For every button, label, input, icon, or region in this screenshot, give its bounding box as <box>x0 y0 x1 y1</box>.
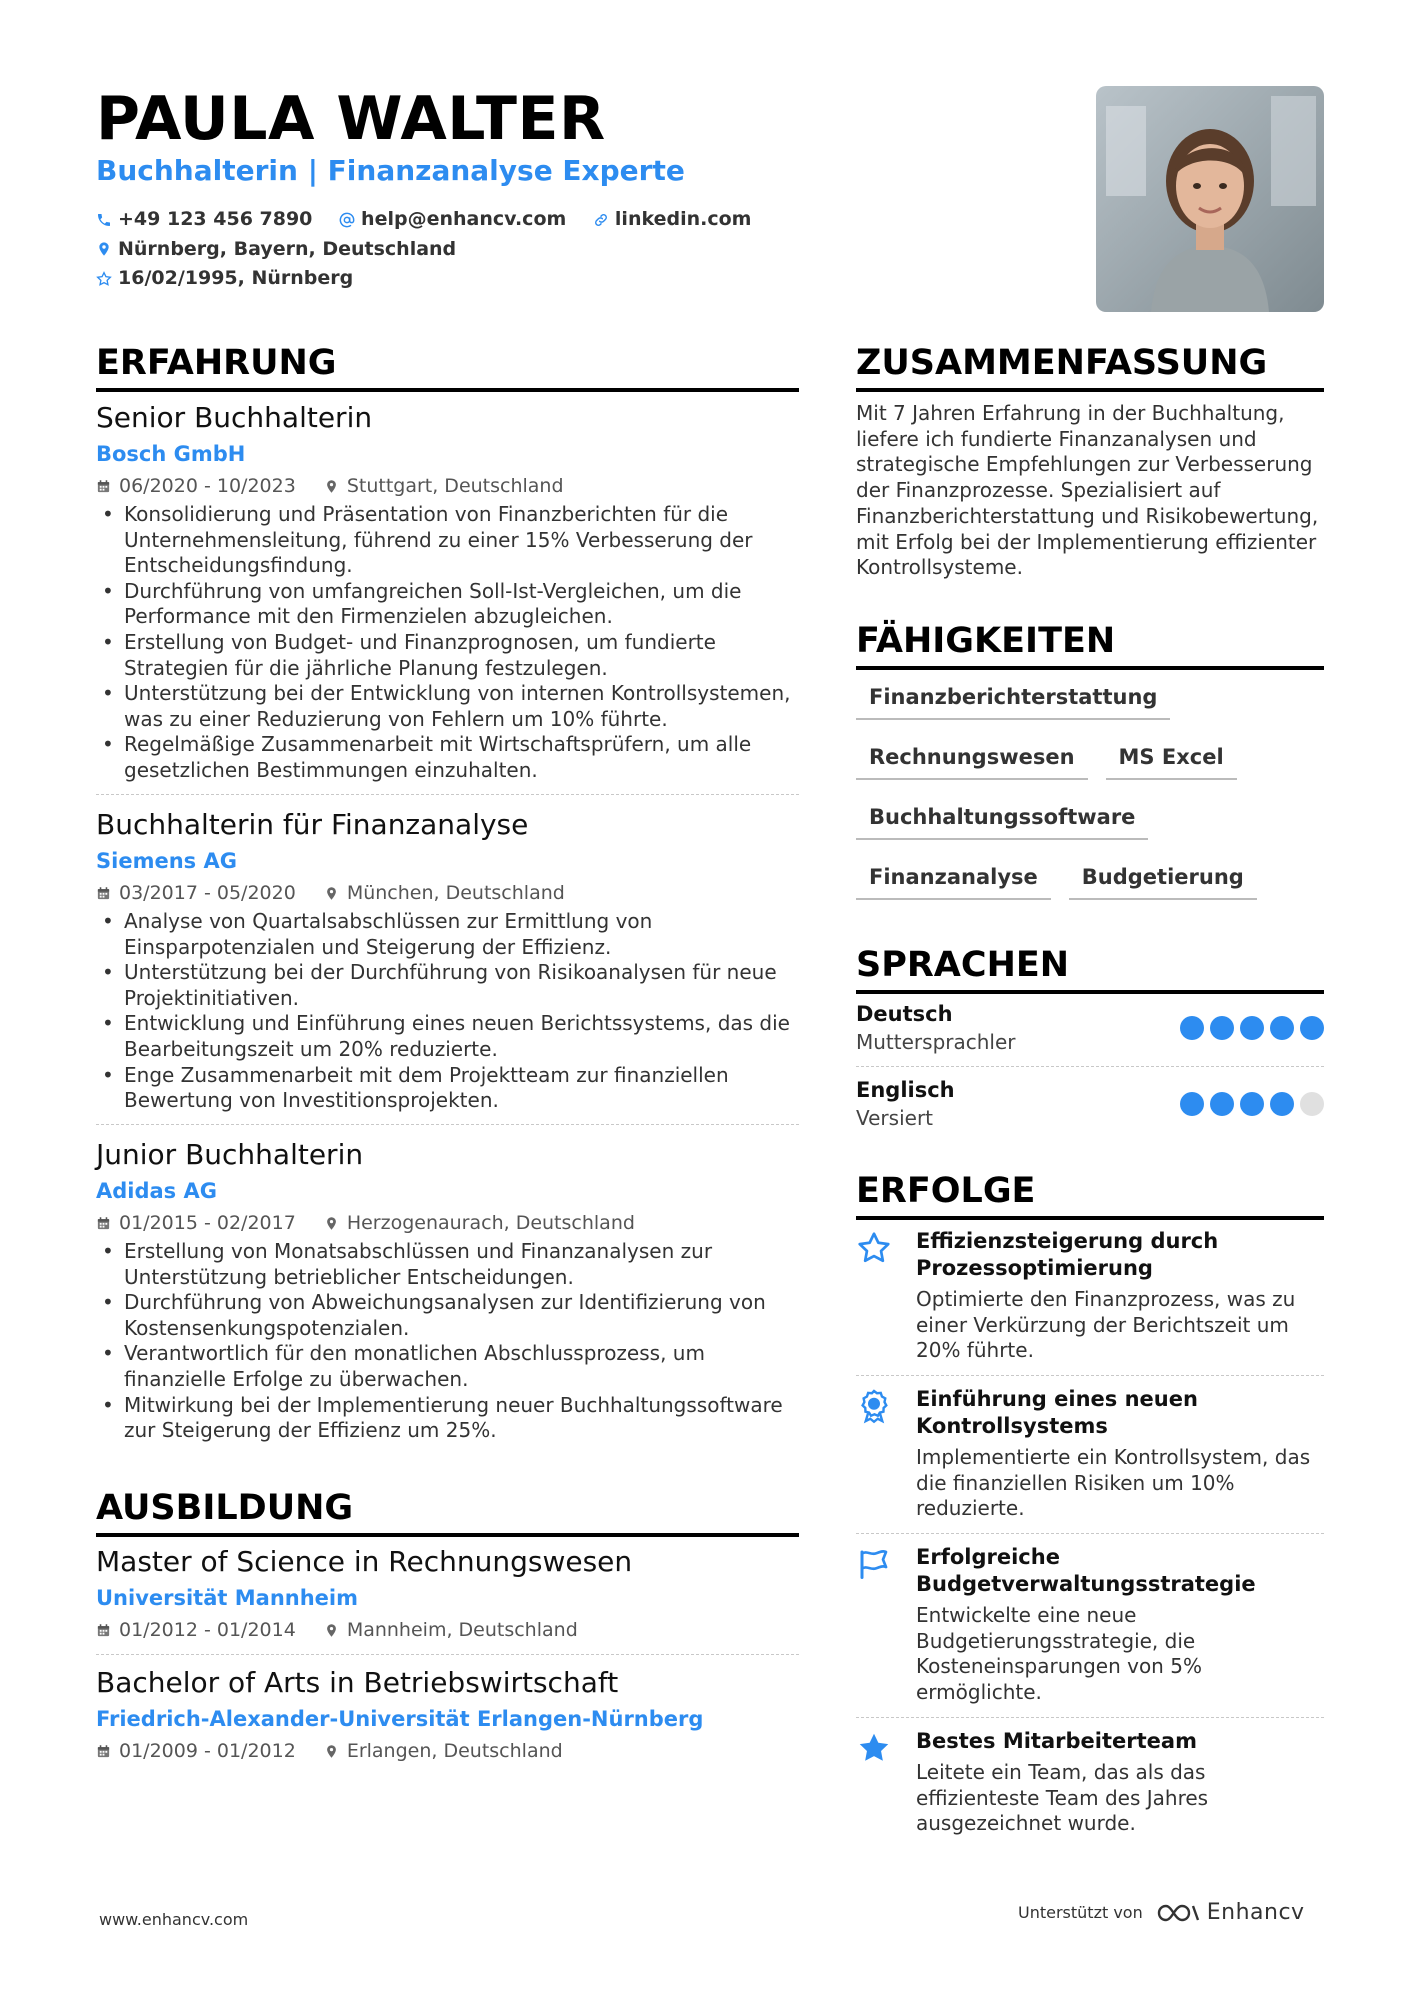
education-entry <box>96 1544 799 1644</box>
summary-heading: ZUSAMMENFASSUNG <box>856 342 1324 392</box>
rating-dot-filled <box>1300 1016 1324 1040</box>
location-text: Stuttgart, Deutschland <box>346 475 564 497</box>
job-location <box>324 1209 635 1237</box>
skill-tag: Finanzberichterstattung <box>856 682 1170 720</box>
language-divider <box>856 1066 1324 1067</box>
achievement-item <box>856 1228 1324 1364</box>
language-item <box>856 1076 1324 1136</box>
contact-email[interactable] <box>339 206 566 233</box>
enhancv-logo-icon <box>1155 1902 1201 1924</box>
experience-entry <box>96 400 799 784</box>
skill-tag: MS Excel <box>1106 742 1237 780</box>
job-role: Buchhalterin für Finanzanalyse <box>96 808 529 841</box>
achievement-item <box>856 1728 1324 1837</box>
achievement-divider <box>856 1717 1324 1718</box>
job-company: Bosch GmbH <box>96 442 246 466</box>
dates-text: 03/2017 - 05/2020 <box>119 882 296 904</box>
language-level: Versiert <box>856 1106 934 1130</box>
school-name: Universität Mannheim <box>96 1586 358 1610</box>
language-item <box>856 1000 1324 1060</box>
location-text: Mannheim, Deutschland <box>346 1619 578 1641</box>
phone-icon <box>96 212 112 228</box>
flag-icon <box>856 1546 892 1582</box>
skill-tag: Buchhaltungssoftware <box>856 802 1148 840</box>
achievement-title: Bestes Mitarbeiterteam <box>916 1729 1197 1753</box>
location-pin-icon <box>96 241 112 257</box>
location-pin-icon <box>324 886 339 901</box>
job-meta <box>96 879 799 907</box>
job-meta <box>96 472 799 500</box>
email-text: help@enhancv.com <box>361 208 567 230</box>
rating-dot-filled <box>1180 1092 1204 1116</box>
job-bullets <box>96 1239 799 1444</box>
job-location <box>324 879 565 907</box>
achievement-divider <box>856 1375 1324 1376</box>
contact-phone <box>96 206 312 233</box>
achievement-item <box>856 1544 1324 1705</box>
bullet-item: • Durchführung von umfangreichen Soll-Ist-Vergleichen, um die Performance mit den Firmenzielen abzugleichen. <box>96 579 799 630</box>
rating-dot-filled <box>1210 1016 1234 1040</box>
job-dates <box>96 879 296 907</box>
rating-dot-filled <box>1240 1016 1264 1040</box>
bullet-item: • Unterstützung bei der Durchführung von Risikoanalysen für neue Projektinitiativen. <box>96 960 799 1011</box>
bullet-item: • Erstellung von Budget- und Finanzprognosen, um fundierte Strategien für die jährliche Planung festzulegen. <box>96 630 799 681</box>
experience-entry <box>96 1137 799 1444</box>
bullet-item: • Entwicklung und Einführung eines neuen Berichtssystems, das die Bearbeitungszeit um 20% reduzierte. <box>96 1011 799 1062</box>
powered-by-label: Unterstützt von <box>1018 1903 1143 1922</box>
summary-text: Mit 7 Jahren Erfahrung in der Buchhaltung, liefere ich fundierte Finanzanalysen und strategische Empfehlungen zur Verbesserung der Finanzprozesse. Spezialisiert auf Finanzberichterstattung und Risikobewertung, mit Erfolg bei der Implementierung effizienter Kontrollsysteme. <box>856 401 1319 580</box>
achievements-heading: ERFOLGE <box>856 1170 1324 1220</box>
education-dates <box>96 1616 296 1644</box>
job-bullets <box>96 909 799 1114</box>
location-pin-icon <box>324 1744 339 1759</box>
location-text: Herzogenaurach, Deutschland <box>346 1212 635 1234</box>
achievement-divider <box>856 1533 1324 1534</box>
skill-tag: Budgetierung <box>1069 862 1257 900</box>
dates-text: 01/2009 - 01/2012 <box>119 1740 296 1762</box>
education-entry <box>96 1665 799 1765</box>
footer-website[interactable]: www.enhancv.com <box>99 1910 249 1929</box>
entry-divider <box>96 1124 799 1125</box>
achievement-item <box>856 1386 1324 1522</box>
job-role: Senior Buchhalterin <box>96 401 373 434</box>
education-heading: AUSBILDUNG <box>96 1487 799 1537</box>
at-icon <box>339 212 355 228</box>
education-dates <box>96 1737 296 1765</box>
education-meta <box>96 1737 799 1765</box>
location-text: Nürnberg, Bayern, Deutschland <box>118 237 457 260</box>
language-rating <box>1174 1092 1324 1116</box>
calendar-icon <box>96 1623 111 1638</box>
candidate-title: Buchhalterin | Finanzanalyse Experte <box>96 154 685 187</box>
calendar-icon <box>96 886 111 901</box>
calendar-icon <box>96 1216 111 1231</box>
brand-name: Enhancv <box>1206 1900 1305 1925</box>
achievement-desc: Optimierte den Finanzprozess, was zu einer Verkürzung der Berichtszeit um 20% führte. <box>916 1287 1296 1363</box>
star-filled-icon <box>856 1730 892 1766</box>
skill-tag: Rechnungswesen <box>856 742 1088 780</box>
location-text: München, Deutschland <box>346 882 565 904</box>
degree-title: Master of Science in Rechnungswesen <box>96 1545 633 1578</box>
bullet-item: • Mitwirkung bei der Implementierung neuer Buchhaltungssoftware zur Steigerung der Effizienz um 25%. <box>96 1393 799 1444</box>
achievement-desc: Implementierte ein Kontrollsystem, das die finanziellen Risiken um 10% reduzierte. <box>916 1445 1311 1521</box>
bullet-item: • Unterstützung bei der Entwicklung von internen Kontrollsystemen, was zu einer Reduzierung von Fehlern um 10% führte. <box>96 681 799 732</box>
location-pin-icon <box>324 1623 339 1638</box>
language-name: Englisch <box>856 1078 955 1102</box>
candidate-name: PAULA WALTER <box>96 84 606 154</box>
location-pin-icon <box>324 479 339 494</box>
bullet-item: • Regelmäßige Zusammenarbeit mit Wirtschaftsprüfern, um alle gesetzlichen Bestimmungen einzuhalten. <box>96 732 799 783</box>
language-name: Deutsch <box>856 1002 953 1026</box>
job-dates <box>96 472 296 500</box>
profile-photo <box>1096 86 1324 312</box>
bullet-item: • Enge Zusammenarbeit mit dem Projektteam zur finanziellen Bewertung von Investitionsprojekten. <box>96 1063 799 1114</box>
languages-heading: SPRACHEN <box>856 944 1324 994</box>
dates-text: 01/2012 - 01/2014 <box>119 1619 296 1641</box>
contact-linkedin[interactable] <box>593 206 752 233</box>
birth-text: 16/02/1995, Nürnberg <box>118 267 354 289</box>
calendar-icon <box>96 1744 111 1759</box>
skills-heading: FÄHIGKEITEN <box>856 620 1324 670</box>
star-outline-icon <box>856 1230 892 1266</box>
school-name: Friedrich-Alexander-Universität Erlangen-Nürnberg <box>96 1707 704 1731</box>
award-medal-icon <box>856 1388 892 1424</box>
experience-heading: ERFAHRUNG <box>96 342 799 392</box>
link-icon <box>593 212 609 228</box>
contact-birth <box>96 265 353 292</box>
achievement-desc: Leitete ein Team, das als das effizienteste Team des Jahres ausgezeichnet wurde. <box>916 1760 1209 1836</box>
location-pin-icon <box>324 1216 339 1231</box>
education-location <box>324 1737 563 1765</box>
job-meta <box>96 1209 799 1237</box>
dates-text: 06/2020 - 10/2023 <box>119 475 296 497</box>
education-location <box>324 1616 578 1644</box>
footer-branding <box>1018 1900 1305 1925</box>
experience-entry <box>96 807 799 1114</box>
job-bullets <box>96 502 799 784</box>
achievement-title: Effizienzsteigerung durch Prozessoptimierung <box>916 1229 1219 1280</box>
skills-list <box>856 682 1324 922</box>
linkedin-text: linkedin.com <box>614 208 752 230</box>
bullet-item: • Analyse von Quartalsabschlüssen zur Ermittlung von Einsparpotenzialen und Steigerung der Effizienz. <box>96 909 799 960</box>
entry-divider <box>96 794 799 795</box>
achievement-desc: Entwickelte eine neue Budgetierungsstrategie, die Kosteneinsparungen von 5% ermöglichte. <box>916 1603 1202 1704</box>
skill-tag: Finanzanalyse <box>856 862 1051 900</box>
rating-dot-filled <box>1240 1092 1264 1116</box>
bullet-item: • Verantwortlich für den monatlichen Abschlussprozess, um finanzielle Erfolge zu überwachen. <box>96 1341 799 1392</box>
language-level: Muttersprachler <box>856 1030 1016 1054</box>
star-icon <box>96 271 112 287</box>
job-company: Siemens AG <box>96 849 237 873</box>
bullet-item: • Durchführung von Abweichungsanalysen zur Identifizierung von Kostensenkungspotenzialen. <box>96 1290 799 1341</box>
language-rating <box>1174 1016 1324 1040</box>
achievement-title: Einführung eines neuen Kontrollsystems <box>916 1387 1198 1438</box>
bullet-item: • Erstellung von Monatsabschlüssen und Finanzanalysen zur Unterstützung betrieblicher Entscheidungen. <box>96 1239 799 1290</box>
rating-dot-filled <box>1180 1016 1204 1040</box>
calendar-icon <box>96 479 111 494</box>
job-company: Adidas AG <box>96 1179 217 1203</box>
job-dates <box>96 1209 296 1237</box>
contact-info <box>96 206 1056 295</box>
phone-text: +49 123 456 7890 <box>118 208 313 230</box>
job-role: Junior Buchhalterin <box>96 1138 364 1171</box>
job-location <box>324 472 564 500</box>
rating-dot-filled <box>1270 1016 1294 1040</box>
degree-title: Bachelor of Arts in Betriebswirtschaft <box>96 1666 619 1699</box>
contact-location <box>96 236 456 263</box>
rating-dot-filled <box>1210 1092 1234 1116</box>
achievement-title: Erfolgreiche Budgetverwaltungsstrategie <box>916 1545 1256 1596</box>
entry-divider <box>96 1654 799 1655</box>
dates-text: 01/2015 - 02/2017 <box>119 1212 296 1234</box>
education-meta <box>96 1616 799 1644</box>
rating-dot-empty <box>1300 1092 1324 1116</box>
bullet-item: • Konsolidierung und Präsentation von Finanzberichten für die Unternehmensleitung, führend zu einer 15% Verbesserung der Entscheidungsfindung. <box>96 502 799 579</box>
rating-dot-filled <box>1270 1092 1294 1116</box>
location-text: Erlangen, Deutschland <box>346 1740 563 1762</box>
